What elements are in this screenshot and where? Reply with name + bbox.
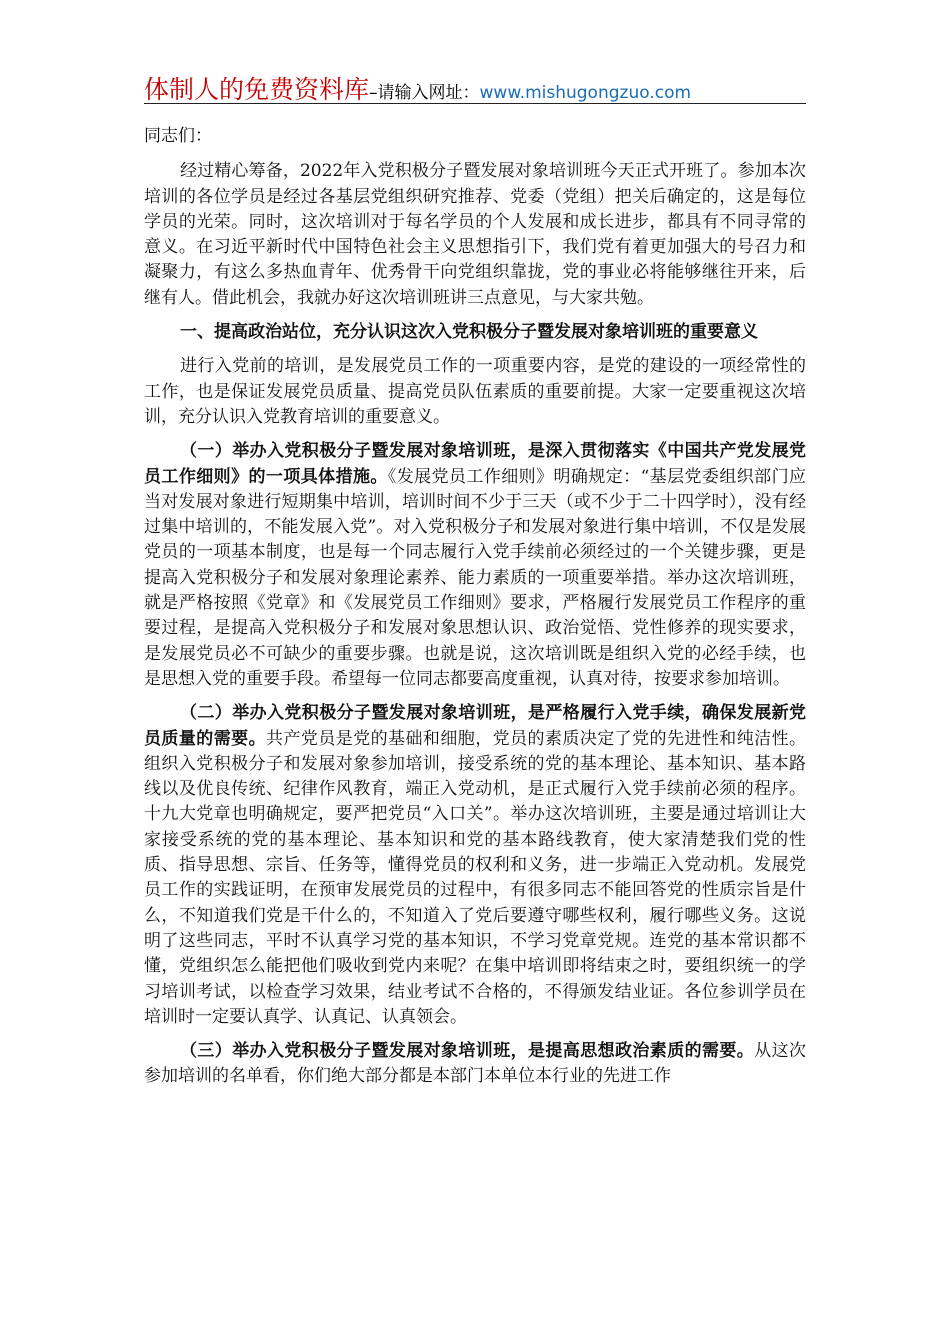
section-1-intro: 进行入党前的培训，是发展党员工作的一项重要内容，是党的建设的一项经常性的工作，也是保证发展党员质量、提高党员队伍素质的重要前提。大家一定要重视这次培训，充分认识入党教育培训的重要意义。 bbox=[144, 356, 806, 427]
subsection-3 bbox=[144, 1039, 806, 1090]
subsection-3-body: 从这次参加培训的名单看，你们绝大部分都是本部门本单位本行业的先进工作 bbox=[144, 1041, 807, 1087]
subsection-2-lead: （二）举办入党积极分子暨发展对象培训班，是严格履行入党手续，确保发展新党员质量的需要。 bbox=[144, 703, 806, 749]
subsection-3-lead: （三）举办入党积极分子暨发展对象培训班，是提高思想政治素质的需要。 bbox=[180, 1041, 755, 1062]
url-prompt: –请输入网址： bbox=[369, 83, 480, 103]
subsection-2-body: 共产党员是党的基础和细胞，党员的素质决定了党的先进性和纯洁性。组织入党积极分子和发展对象参加培训，接受系统的党的基本理论、基本知识、基本路线以及优良传统、纪律作风教育，端正入党动机，是正式履行入党手续前必须的程序。十九大党章也明确规定，要严把党员“入口关”。举办这次培训班，主要是通过培训让大家接受系统的党的基本理论、基本知识和党的基本路线教育，使大家清楚我们党的性质、指导思想、宗旨、任务等，懂得党员的权利和义务，进一步端正入党动机。发展党员工作的实践证明，在预审发展党员的过程中，有很多同志不能回答党的性质宗旨是什么，不知道我们党是干什么的，不知道入了党后要遵守哪些权利，履行哪些义务。这说明了这些同志，平时不认真学习党的基本知识，不学习党章党规。连党的基本常识都不懂，党组织怎么能把他们吸收到党内来呢？在集中培训即将结束之时，要组织统一的学习培训考试，以检查学习效果，结业考试不合格的，不得颁发结业证。各位参训学员在培训时一定要认真学、认真记、认真领会。 bbox=[144, 728, 807, 1027]
subsection-1-lead: （一）举办入党积极分子暨发展对象培训班，是深入贯彻落实《中国共产党发展党员工作细则》的一项具体措施。 bbox=[144, 441, 806, 487]
brand-title: 体制人的免费资料库 bbox=[144, 75, 370, 104]
salutation: 同志们： bbox=[144, 126, 212, 146]
subsection-2 bbox=[144, 701, 806, 1030]
subsection-1 bbox=[144, 439, 806, 692]
website-link[interactable]: www.mishugongzuo.com bbox=[479, 83, 692, 103]
subsection-1-body: 《发展党员工作细则》明确规定：“基层党委组织部门应当对发展对象进行短期集中培训，培训时间不少于三天（或不少于二十四学时），没有经过集中培训的，不能发展入党”。对入党积极分子和发展对象进行集中培训，不仅是发展党员的一项基本制度，也是每一个同志履行入党手续前必须经过的一个关键步骤，更是提高入党积极分子和发展对象理论素养、能力素质的一项重要举措。举办这次培训班，就是严格按照《党章》和《发展党员工作细则》要求，严格履行发展党员工作程序的重要过程，是提高入党积极分子和发展对象思想认识、政治觉悟、党性修养的现实要求，是发展党员必不可缺少的重要步骤。也就是说，这次培训既是组织入党的必经手续，也是思想入党的重要手段。希望每一位同志都要高度重视，认真对待，按要求参加培训。 bbox=[144, 466, 806, 689]
document-body bbox=[144, 124, 806, 1099]
section-1-heading: 一、提高政治站位，充分认识这次入党积极分子暨发展对象培训班的重要意义 bbox=[180, 322, 758, 343]
header-banner bbox=[144, 70, 806, 104]
intro-paragraph: 经过精心筹备，2022年入党积极分子暨发展对象培训班今天正式开班了。参加本次培训的各位学员是经过各基层党组织研究推荐、党委（党组）把关后确定的，这是每位学员的光荣。同时，这次培训对于每名学员的个人发展和成长进步，都具有不同寻常的意义。在习近平新时代中国特色社会主义思想指引下，我们党有着更加强大的号召力和凝聚力，有这么多热血青年、优秀骨干向党组织靠拢，党的事业必将能够继往开来，后继有人。借此机会，我就办好这次培训班讲三点意见，与大家共勉。 bbox=[144, 161, 806, 308]
header-divider bbox=[144, 103, 806, 104]
